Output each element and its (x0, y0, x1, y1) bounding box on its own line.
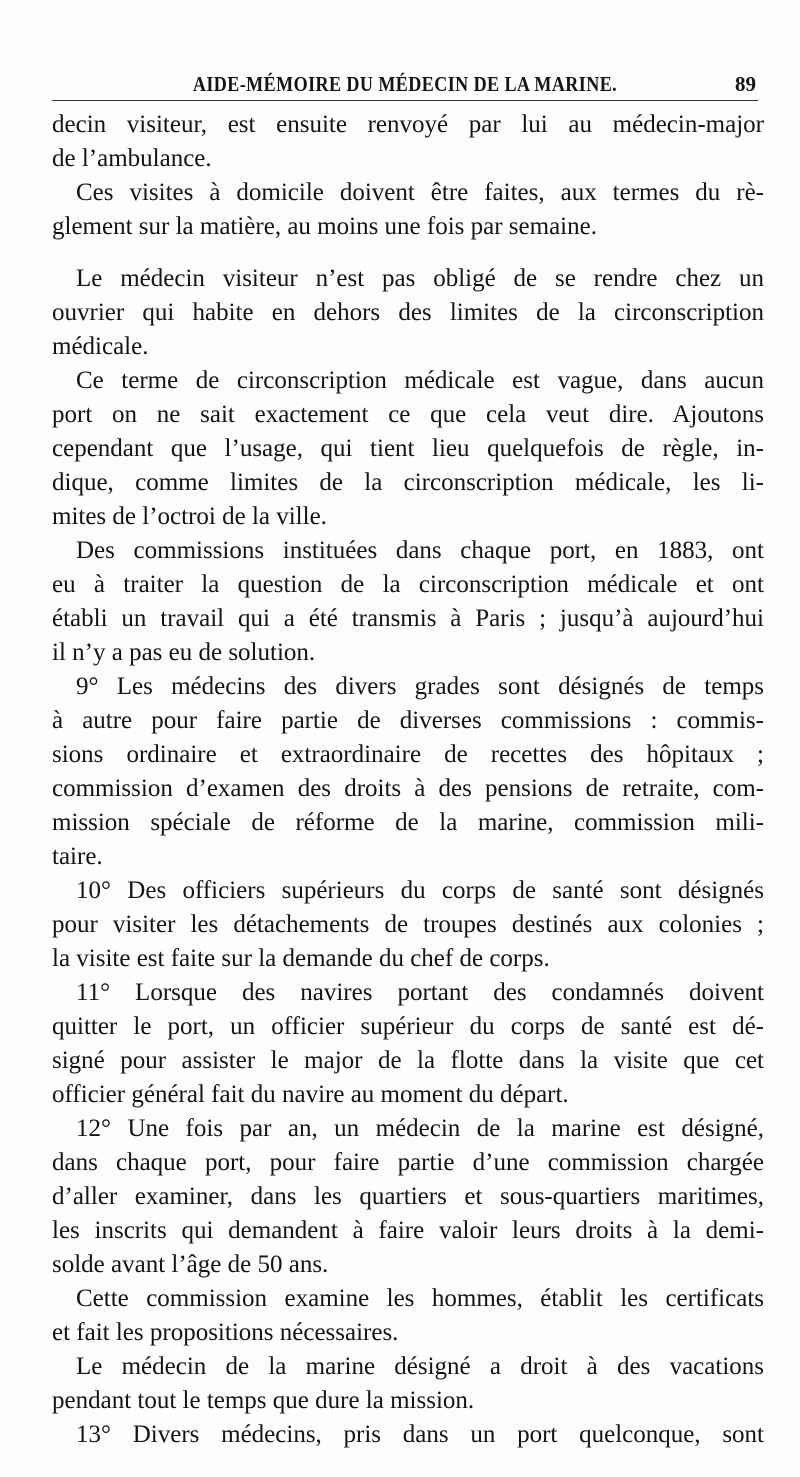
text-line: port on ne sait exactement ce que cela veut dire. Ajoutons (52, 401, 764, 428)
text-line: eu à traiter la question de la circonscription médicale et ont (52, 571, 764, 598)
text-line: et fait les propositions nécessaires. (52, 1319, 399, 1346)
text-line: mission spéciale de réforme de la marine, commission mili- (52, 809, 764, 836)
text-line: cependant que l’usage, qui tient lieu quelquefois de règle, in- (52, 435, 764, 462)
text-line: 13° Divers médecins, pris dans un port quelconque, sont (76, 1421, 764, 1448)
text-line: solde avant l’âge de 50 ans. (52, 1251, 329, 1278)
paragraph-gap (52, 244, 764, 262)
text-line: decin visiteur, est ensuite renvoyé par lui au médecin-major (52, 111, 764, 138)
text-line: officier général fait du navire au moment du départ. (52, 1081, 569, 1108)
running-header (52, 72, 758, 101)
text-line: établi un travail qui a été transmis à Paris ; jusqu’à aujourd’hui (52, 605, 764, 632)
text-line: signé pour assister le major de la flotte dans la visite que cet (52, 1047, 764, 1074)
text-line: pendant tout le temps que dure la mission. (52, 1387, 475, 1414)
text-line: d’aller examiner, dans les quartiers et sous-quartiers maritimes, (52, 1183, 764, 1210)
text-line: dique, comme limites de la circonscription médicale, les li- (52, 469, 764, 496)
text-line: les inscrits qui demandent à faire valoir leurs droits à la demi- (52, 1217, 764, 1244)
text-line: médicale. (52, 333, 149, 360)
text-line: dans chaque port, pour faire partie d’une commission chargée (52, 1149, 764, 1176)
text-line: taire. (52, 843, 103, 870)
text-line: Ce terme de circonscription médicale est vague, dans aucun (76, 367, 764, 394)
text-line: 11° Lorsque des navires portant des condamnés doivent (76, 979, 764, 1006)
text-line: Cette commission examine les hommes, établit les certificats (76, 1285, 764, 1312)
text-line: quitter le port, un officier supérieur du corps de santé est dé- (52, 1013, 764, 1040)
text-line: il n’y a pas eu de solution. (52, 639, 316, 666)
running-title: AIDE-MÉMOIRE DU MÉDECIN DE LA MARINE. (192, 72, 618, 96)
text-line: 9° Les médecins des divers grades sont désignés de temps (76, 673, 764, 700)
text-line: de l’ambulance. (52, 145, 212, 172)
text-line: Des commissions instituées dans chaque port, en 1883, ont (76, 537, 764, 564)
text-line: Ces visites à domicile doivent être faites, aux termes du rè- (76, 179, 764, 206)
text-line: 12° Une fois par an, un médecin de la marine est désigné, (76, 1115, 764, 1142)
text-line: sions ordinaire et extraordinaire de recettes des hôpitaux ; (52, 741, 764, 768)
text-line: Le médecin visiteur n’est pas obligé de se rendre chez un (76, 265, 764, 292)
text-line: pour visiter les détachements de troupes destinés aux colonies ; (52, 911, 764, 938)
page-number: 89 (735, 72, 756, 96)
text-line: Le médecin de la marine désigné a droit à des vacations (76, 1353, 764, 1380)
body-text (52, 108, 764, 1452)
text-line: à autre pour faire partie de diverses commissions : commis- (52, 707, 764, 734)
text-line: la visite est faite sur la demande du chef de corps. (52, 945, 550, 972)
text-line: mites de l’octroi de la ville. (52, 503, 327, 530)
text-line: ouvrier qui habite en dehors des limites de la circonscription (52, 299, 764, 326)
text-line: commission d’examen des droits à des pensions de retraite, com- (52, 775, 764, 802)
text-line: 10° Des officiers supérieurs du corps de santé sont désignés (76, 877, 764, 904)
text-line: glement sur la matière, au moins une fois par semaine. (52, 213, 597, 240)
